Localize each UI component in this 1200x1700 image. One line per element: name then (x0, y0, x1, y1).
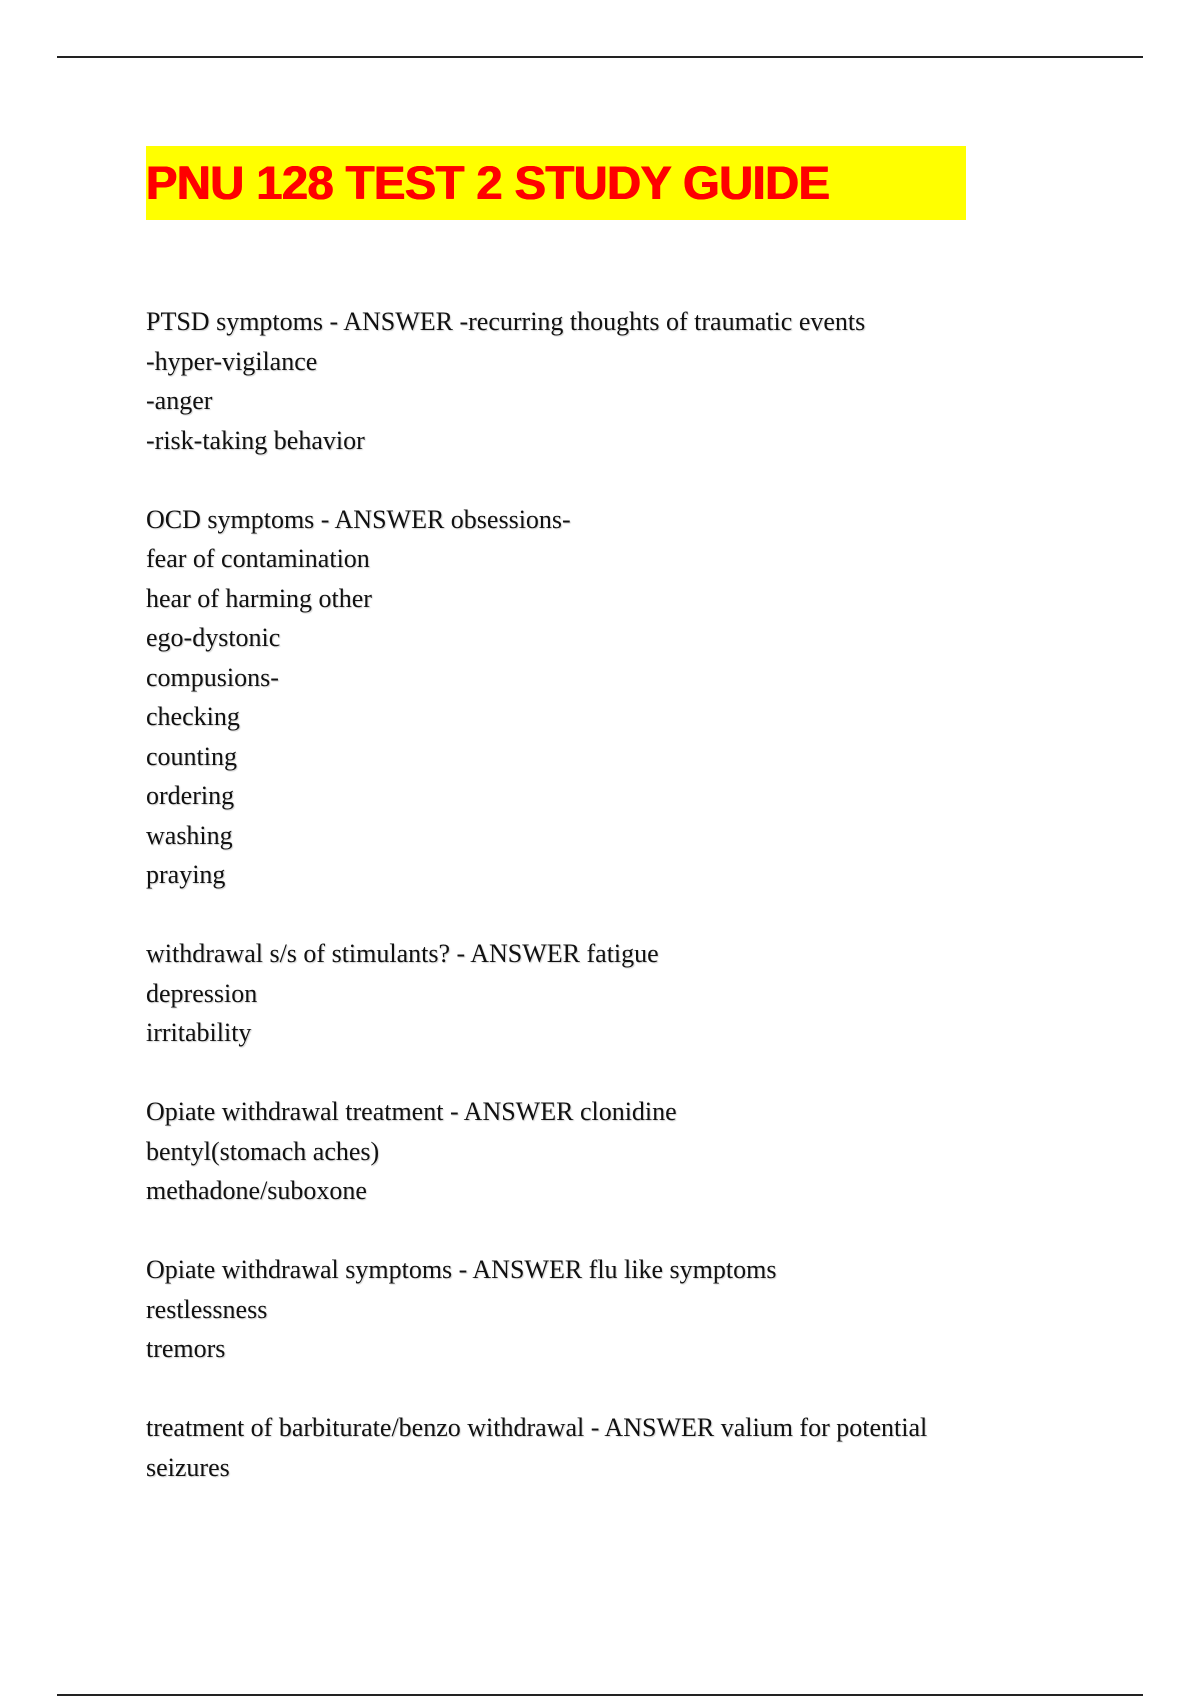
page-title: PNU 128 TEST 2 STUDY GUIDE (146, 156, 830, 209)
answer-line: methadone/suboxone (146, 1176, 367, 1205)
answer-line: hear of harming other (146, 583, 372, 613)
qa-entry-opiate-treatment (146, 1092, 1046, 1211)
qa-entry-ptsd (146, 302, 1046, 460)
answer-line: seizures (146, 1452, 230, 1482)
answer-line: compusions- (146, 662, 279, 692)
answer-line: irritability (146, 1018, 252, 1047)
answer-line: bentyl(stomach aches) (146, 1136, 380, 1166)
top-rule (57, 56, 1143, 58)
answer-line: fear of contamination (146, 544, 370, 573)
qa-entry-opiate-symptoms (146, 1250, 1046, 1369)
question-line: PTSD symptoms - ANSWER -recurring thoughts of traumatic events (146, 307, 866, 336)
answer-line: tremors (146, 1334, 226, 1363)
answer-line: -anger (146, 386, 213, 415)
question-line: Opiate withdrawal treatment - ANSWER clonidine (146, 1097, 677, 1126)
qa-entry-ocd (146, 500, 1046, 895)
title-highlight (146, 146, 966, 220)
answer-line: ego-dystonic (146, 623, 281, 652)
question-line: OCD symptoms - ANSWER obsessions- (146, 504, 571, 534)
answer-line: checking (146, 702, 240, 731)
answer-line: restlessness (146, 1294, 268, 1324)
qa-entry-benzo-withdrawal (146, 1408, 1046, 1487)
question-line: treatment of barbiturate/benzo withdrawal - ANSWER valium for potential (146, 1413, 928, 1442)
answer-line: counting (146, 741, 237, 771)
question-line: Opiate withdrawal symptoms - ANSWER flu like symptoms (146, 1255, 777, 1284)
answer-line: washing (146, 820, 233, 850)
qa-entry-stimulant-withdrawal (146, 934, 1046, 1053)
answer-line: -hyper-vigilance (146, 346, 318, 376)
answer-line: ordering (146, 781, 235, 810)
question-line: withdrawal s/s of stimulants? - ANSWER fatigue (146, 939, 659, 968)
answer-line: praying (146, 860, 226, 889)
answer-line: depression (146, 978, 258, 1008)
study-guide-content (146, 302, 1046, 1527)
bottom-rule (57, 1694, 1143, 1696)
answer-line: -risk-taking behavior (146, 425, 365, 455)
